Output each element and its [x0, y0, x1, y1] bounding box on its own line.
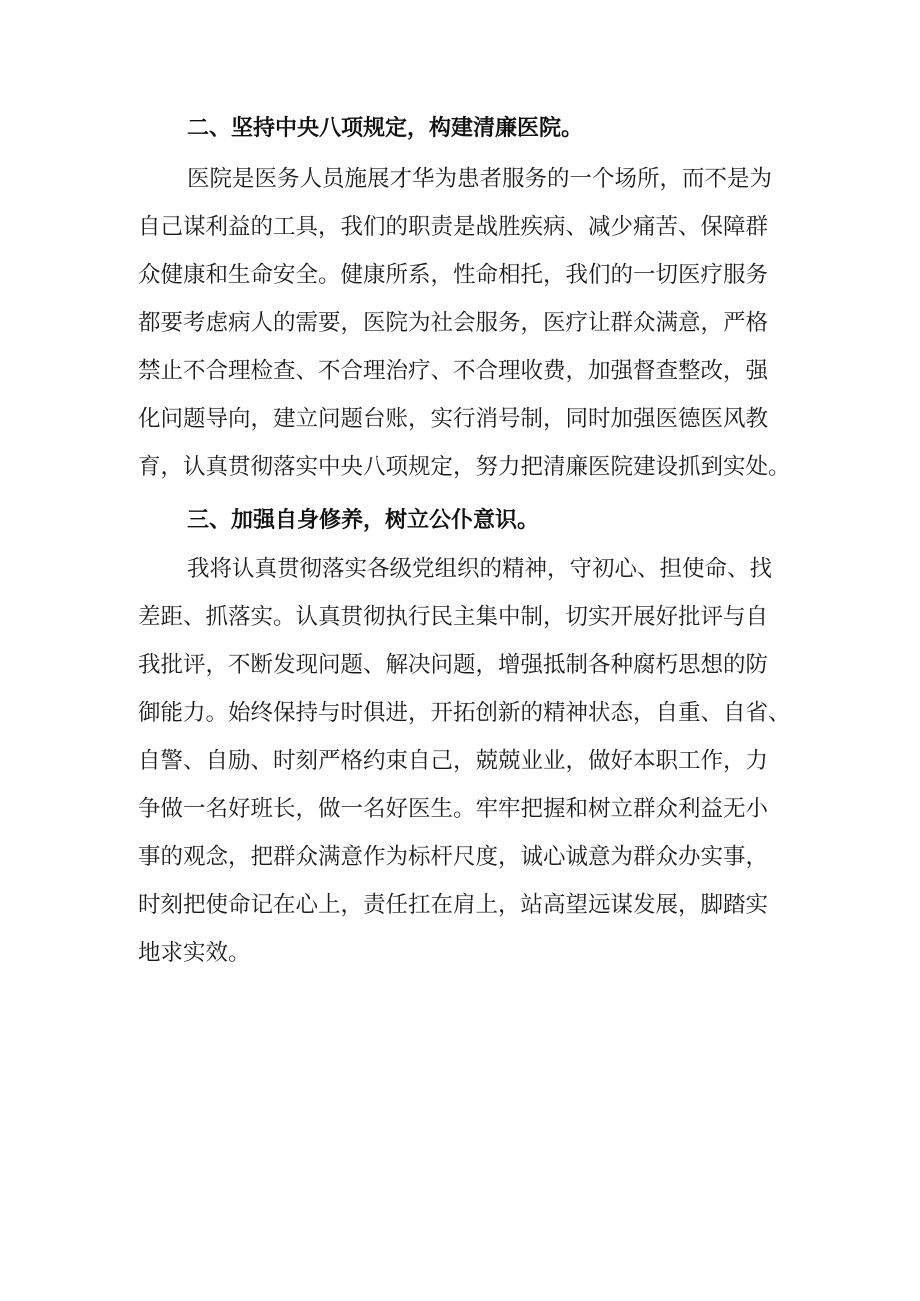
paragraph-line: 自警、自励、时刻严格约束自己，兢兢业业，做好本职工作，力: [138, 748, 769, 774]
section-heading-2: 二、坚持中央八项规定，构建清廉医院。: [187, 116, 584, 141]
paragraph-line: 时刻把使命记在心上，责任扛在肩上，站高望远谋发展，脚踏实: [138, 892, 769, 918]
paragraph-line: 育，认真贯彻落实中央八项规定，努力把清廉医院建设抓到实处。: [138, 454, 791, 480]
paragraph-line: 差距、抓落实。认真贯彻执行民主集中制，切实开展好批评与自: [138, 604, 769, 630]
paragraph-line: 事的观念，把群众满意作为标杆尺度，诚心诚意为群众办实事，: [138, 844, 769, 870]
paragraph-line: 御能力。始终保持与时俱进，开拓创新的精神状态，自重、自省、: [138, 700, 791, 726]
paragraph-line: 众健康和生命安全。健康所系，性命相托，我们的一切医疗服务: [138, 262, 769, 288]
paragraph-line: 地求实效。: [138, 940, 251, 966]
paragraph-line: 我批评，不断发现问题、解决问题，增强抵制各种腐朽思想的防: [138, 652, 769, 678]
paragraph-line: 医院是医务人员施展才华为患者服务的一个场所，而不是为: [187, 166, 773, 192]
paragraph-line: 我将认真贯彻落实各级党组织的精神，守初心、担使命、找: [187, 556, 773, 582]
paragraph-line: 禁止不合理检查、不合理治疗、不合理收费，加强督查整改，强: [138, 358, 769, 384]
paragraph-line: 争做一名好班长，做一名好医生。牢牢把握和树立群众利益无小: [138, 796, 769, 822]
paragraph-line: 自己谋利益的工具，我们的职责是战胜疾病、减少痛苦、保障群: [138, 214, 769, 240]
paragraph-line: 都要考虑病人的需要，医院为社会服务，医疗让群众满意，严格: [138, 310, 769, 336]
paragraph-line: 化问题导向，建立问题台账，实行消号制，同时加强医德医风教: [138, 406, 769, 432]
section-heading-3: 三、加强自身修养，树立公仆意识。: [187, 508, 540, 533]
